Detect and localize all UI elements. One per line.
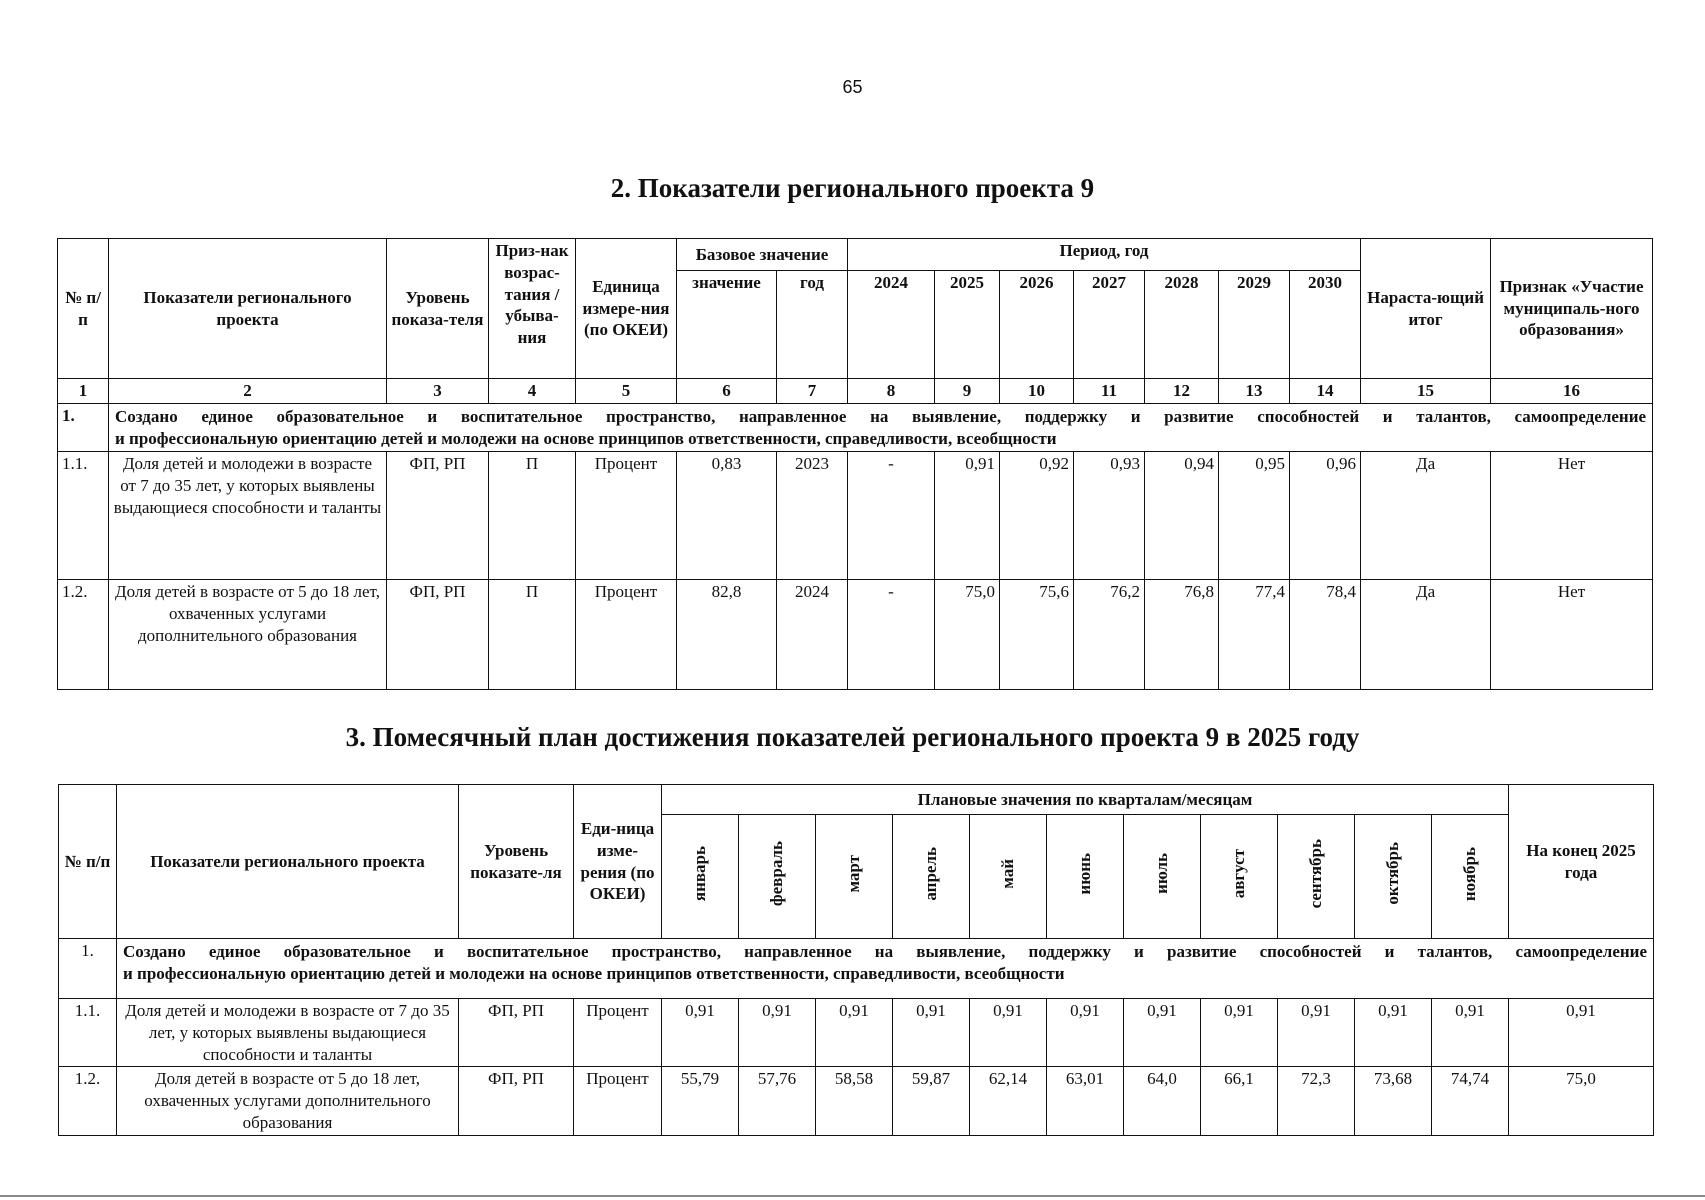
goal-line-1: Создано единое образовательное и воспитательное пространство, направленное на выявление, поддержку и развитие способностей и талантов, самоопределение bbox=[123, 942, 1647, 961]
col-number: 5 bbox=[576, 379, 677, 404]
goal-line-2: и профессиональную ориентацию детей и молодежи на основе принципов ответственности, справедливости, всеобщности bbox=[115, 428, 1057, 448]
header-month-august bbox=[1201, 815, 1278, 939]
header-level: Уровень показа-теля bbox=[387, 239, 489, 379]
header-num: № п/п bbox=[59, 785, 117, 939]
col-number: 8 bbox=[848, 379, 935, 404]
header-plan: Плановые значения по кварталам/месяцам bbox=[662, 785, 1509, 815]
header-month-may bbox=[970, 815, 1047, 939]
row-indicator: Доля детей в возрасте от 5 до 18 лет, охваченных услугами дополнительного образования bbox=[117, 1067, 459, 1135]
header-level: Уровень показате-ля bbox=[459, 785, 574, 939]
row-level: ФП, РП bbox=[387, 452, 489, 580]
row-base-value: 82,8 bbox=[677, 580, 777, 690]
header-year-2025: 2025 bbox=[935, 271, 1000, 379]
row-value-2028: 0,94 bbox=[1145, 452, 1219, 580]
row-month-value: 59,87 bbox=[893, 1067, 970, 1135]
col-number: 13 bbox=[1219, 379, 1290, 404]
goal-text bbox=[109, 403, 1653, 452]
header-month-march bbox=[816, 815, 893, 939]
goal-text bbox=[117, 939, 1654, 999]
row-month-value: 66,1 bbox=[1201, 1067, 1278, 1135]
row-indicator: Доля детей в возрасте от 5 до 18 лет, охваченных услугами дополнительного образования bbox=[109, 580, 387, 690]
row-month-value: 62,14 bbox=[970, 1067, 1047, 1135]
col-number: 11 bbox=[1074, 379, 1145, 404]
col-number: 3 bbox=[387, 379, 489, 404]
header-year-2027: 2027 bbox=[1074, 271, 1145, 379]
col-number: 9 bbox=[935, 379, 1000, 404]
header-month-february bbox=[739, 815, 816, 939]
row-indicator: Доля детей и молодежи в возрасте от 7 до 35 лет, у которых выявлены выдающиеся способности и таланты bbox=[117, 999, 459, 1067]
goal-row bbox=[58, 403, 1653, 452]
header-municipal: Признак «Участие муниципаль-ного образования» bbox=[1491, 239, 1653, 379]
col-number: 16 bbox=[1491, 379, 1653, 404]
row-month-value: 58,58 bbox=[816, 1067, 893, 1135]
row-end-value: 0,91 bbox=[1509, 999, 1654, 1067]
monthly-plan-table bbox=[58, 784, 1654, 1136]
goal-num: 1. bbox=[59, 939, 117, 999]
col-number: 14 bbox=[1290, 379, 1361, 404]
row-month-value: 0,91 bbox=[1432, 999, 1509, 1067]
column-number-row bbox=[58, 379, 1653, 404]
row-value-2025: 75,0 bbox=[935, 580, 1000, 690]
goal-line-2: и профессиональную ориентацию детей и молодежи на основе принципов ответственности, справедливости, всеобщности bbox=[123, 963, 1065, 983]
header-indicator: Показатели регионального проекта bbox=[117, 785, 459, 939]
month-label: май bbox=[998, 858, 1018, 889]
row-base-year: 2023 bbox=[777, 452, 848, 580]
row-month-value: 73,68 bbox=[1355, 1067, 1432, 1135]
row-value-2024: - bbox=[848, 580, 935, 690]
row-unit: Процент bbox=[574, 1067, 662, 1135]
row-level: ФП, РП bbox=[459, 999, 574, 1067]
month-label: октябрь bbox=[1383, 842, 1403, 905]
month-label: июнь bbox=[1075, 852, 1095, 895]
col-number: 1 bbox=[58, 379, 109, 404]
month-label: январь bbox=[690, 846, 710, 902]
row-month-value: 57,76 bbox=[739, 1067, 816, 1135]
col-number: 15 bbox=[1361, 379, 1491, 404]
header-month-june bbox=[1047, 815, 1124, 939]
row-month-value: 64,0 bbox=[1124, 1067, 1201, 1135]
header-month-july bbox=[1124, 815, 1201, 939]
table-row bbox=[59, 999, 1654, 1067]
header-month-november bbox=[1432, 815, 1509, 939]
row-cumulative: Да bbox=[1361, 580, 1491, 690]
indicators-table bbox=[57, 238, 1653, 690]
goal-line-1: Создано единое образовательное и воспитательное пространство, направленное на выявление, поддержку и развитие способностей и талантов, самоопределение bbox=[115, 406, 1647, 426]
col-number: 12 bbox=[1145, 379, 1219, 404]
row-num: 1.2. bbox=[58, 580, 109, 690]
scan-edge-divider bbox=[0, 1195, 1705, 1197]
month-label: июль bbox=[1152, 853, 1172, 895]
header-num: № п/п bbox=[58, 239, 109, 379]
row-value-2024: - bbox=[848, 452, 935, 580]
header-end: На конец 2025 года bbox=[1509, 785, 1654, 939]
row-unit: Процент bbox=[574, 999, 662, 1067]
row-month-value: 55,79 bbox=[662, 1067, 739, 1135]
section-2-title: 2. Показатели регионального проекта 9 bbox=[610, 173, 1095, 203]
row-end-value: 75,0 bbox=[1509, 1067, 1654, 1135]
row-value-2027: 76,2 bbox=[1074, 580, 1145, 690]
header-year-2030: 2030 bbox=[1290, 271, 1361, 379]
header-base: Базовое значение bbox=[677, 239, 848, 271]
row-municipal: Нет bbox=[1491, 452, 1653, 580]
header-base-value: значение bbox=[677, 271, 777, 379]
header-unit: Еди-ница изме-рения (по ОКЕИ) bbox=[574, 785, 662, 939]
row-month-value: 0,91 bbox=[1201, 999, 1278, 1067]
row-value-2026: 75,6 bbox=[1000, 580, 1074, 690]
goal-num: 1. bbox=[58, 403, 109, 452]
row-month-value: 72,3 bbox=[1278, 1067, 1355, 1135]
header-year-2029: 2029 bbox=[1219, 271, 1290, 379]
header-month-january bbox=[662, 815, 739, 939]
row-level: ФП, РП bbox=[387, 580, 489, 690]
row-month-value: 63,01 bbox=[1047, 1067, 1124, 1135]
col-number: 6 bbox=[677, 379, 777, 404]
row-value-2027: 0,93 bbox=[1074, 452, 1145, 580]
header-month-september bbox=[1278, 815, 1355, 939]
section-3-title: 3. Помесячный план достижения показателей регионального проекта 9 в 2025 году bbox=[345, 722, 1360, 752]
row-sign: П bbox=[489, 452, 576, 580]
row-month-value: 0,91 bbox=[739, 999, 816, 1067]
row-base-value: 0,83 bbox=[677, 452, 777, 580]
header-year-2024: 2024 bbox=[848, 271, 935, 379]
month-label: сентябрь bbox=[1306, 838, 1326, 909]
header-year-2026: 2026 bbox=[1000, 271, 1074, 379]
header-unit: Единица измере-ния (по ОКЕИ) bbox=[576, 239, 677, 379]
row-value-2030: 0,96 bbox=[1290, 452, 1361, 580]
row-month-value: 74,74 bbox=[1432, 1067, 1509, 1135]
month-label: февраль bbox=[767, 841, 787, 907]
row-cumulative: Да bbox=[1361, 452, 1491, 580]
header-sign: Приз-нак возрас-тания / убыва-ния bbox=[489, 239, 576, 379]
row-indicator: Доля детей и молодежи в возрасте от 7 до 35 лет, у которых выявлены выдающиеся способности и таланты bbox=[109, 452, 387, 580]
row-month-value: 0,91 bbox=[816, 999, 893, 1067]
header-year-2028: 2028 bbox=[1145, 271, 1219, 379]
header-period: Период, год bbox=[848, 239, 1361, 271]
row-value-2029: 0,95 bbox=[1219, 452, 1290, 580]
month-label: март bbox=[844, 854, 864, 893]
header-base-year: год bbox=[777, 271, 848, 379]
month-label: август bbox=[1229, 848, 1249, 899]
col-number: 10 bbox=[1000, 379, 1074, 404]
row-base-year: 2024 bbox=[777, 580, 848, 690]
row-num: 1.1. bbox=[59, 999, 117, 1067]
col-number: 2 bbox=[109, 379, 387, 404]
header-month-april bbox=[893, 815, 970, 939]
row-sign: П bbox=[489, 580, 576, 690]
row-level: ФП, РП bbox=[459, 1067, 574, 1135]
header-cumulative: Нараста-ющий итог bbox=[1361, 239, 1491, 379]
month-label: апрель bbox=[921, 846, 941, 901]
goal-row bbox=[59, 939, 1654, 999]
row-num: 1.1. bbox=[58, 452, 109, 580]
col-number: 4 bbox=[489, 379, 576, 404]
row-month-value: 0,91 bbox=[1124, 999, 1201, 1067]
row-unit: Процент bbox=[576, 580, 677, 690]
row-month-value: 0,91 bbox=[1047, 999, 1124, 1067]
page-number: 65 bbox=[842, 77, 863, 97]
row-month-value: 0,91 bbox=[1355, 999, 1432, 1067]
row-month-value: 0,91 bbox=[662, 999, 739, 1067]
row-value-2026: 0,92 bbox=[1000, 452, 1074, 580]
row-num: 1.2. bbox=[59, 1067, 117, 1135]
table-row bbox=[58, 580, 1653, 690]
row-municipal: Нет bbox=[1491, 580, 1653, 690]
row-value-2029: 77,4 bbox=[1219, 580, 1290, 690]
row-unit: Процент bbox=[576, 452, 677, 580]
row-month-value: 0,91 bbox=[1278, 999, 1355, 1067]
header-month-october bbox=[1355, 815, 1432, 939]
row-month-value: 0,91 bbox=[893, 999, 970, 1067]
month-label: ноябрь bbox=[1460, 846, 1480, 901]
row-value-2028: 76,8 bbox=[1145, 580, 1219, 690]
row-value-2025: 0,91 bbox=[935, 452, 1000, 580]
row-value-2030: 78,4 bbox=[1290, 580, 1361, 690]
table-row bbox=[59, 1067, 1654, 1135]
table-row bbox=[58, 452, 1653, 580]
col-number: 7 bbox=[777, 379, 848, 404]
header-indicator: Показатели регионального проекта bbox=[109, 239, 387, 379]
row-month-value: 0,91 bbox=[970, 999, 1047, 1067]
